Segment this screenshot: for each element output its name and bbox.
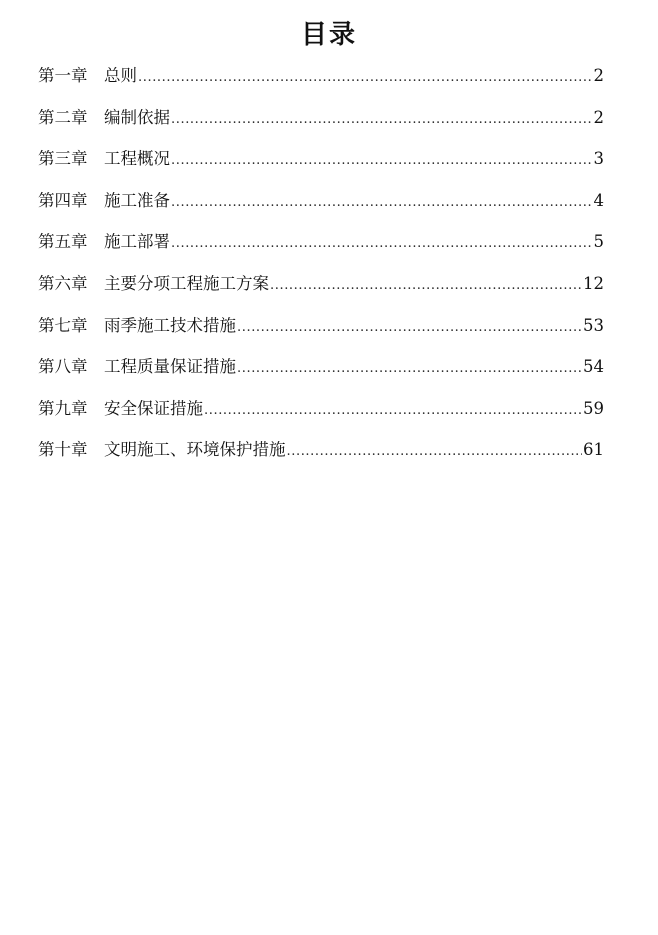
page-title: 目录 <box>300 20 357 50</box>
toc-entry[interactable] <box>38 102 604 144</box>
toc-chapter-title: 雨季施工技术措施 <box>104 315 236 335</box>
toc-dot-leader <box>204 395 582 427</box>
toc-chapter-number: 第六章 <box>38 273 88 293</box>
toc-chapter-title: 安全保证措施 <box>104 398 203 418</box>
toc-page-number: 12 <box>583 273 604 293</box>
toc-chapter-number: 第五章 <box>38 232 88 252</box>
toc-dot-leader <box>171 228 593 260</box>
toc-chapter-number: 第三章 <box>38 149 88 169</box>
toc-chapter-title: 总则 <box>104 66 137 85</box>
toc-dot-leader <box>270 270 582 302</box>
toc-page-number: 5 <box>593 232 604 252</box>
toc-entry[interactable] <box>38 310 604 352</box>
toc-entry[interactable] <box>38 434 604 476</box>
toc-entry[interactable] <box>38 60 604 102</box>
toc-chapter-title: 编制依据 <box>104 107 170 127</box>
toc-chapter-number: 第一章 <box>38 66 88 85</box>
toc-entry[interactable] <box>38 268 604 310</box>
toc-page-number: 61 <box>583 440 604 460</box>
table-of-contents <box>38 60 604 476</box>
toc-dot-leader <box>287 436 583 468</box>
toc-page-number: 4 <box>593 190 604 210</box>
toc-chapter-number: 第四章 <box>38 190 88 210</box>
toc-page-number: 53 <box>583 315 604 335</box>
toc-chapter-title: 施工部署 <box>104 232 170 252</box>
toc-dot-leader <box>237 353 582 385</box>
toc-chapter-number: 第七章 <box>38 315 88 335</box>
toc-chapter-title: 主要分项工程施工方案 <box>104 273 269 293</box>
toc-page-number: 2 <box>593 107 604 127</box>
toc-entry[interactable] <box>38 351 604 393</box>
toc-page-number: 54 <box>583 357 604 377</box>
toc-entry[interactable] <box>38 185 604 227</box>
toc-chapter-number: 第十章 <box>38 440 88 460</box>
toc-entry[interactable] <box>38 143 604 185</box>
toc-chapter-number: 第九章 <box>38 398 88 418</box>
toc-page-number: 3 <box>593 149 604 169</box>
toc-chapter-title: 工程质量保证措施 <box>104 357 236 377</box>
toc-dot-leader <box>138 62 593 94</box>
toc-chapter-title: 施工准备 <box>104 190 170 210</box>
toc-page-number: 2 <box>593 66 604 85</box>
toc-entry[interactable] <box>38 226 604 268</box>
toc-dot-leader <box>171 145 593 177</box>
toc-entry[interactable] <box>38 393 604 435</box>
toc-chapter-title: 工程概况 <box>104 149 170 169</box>
toc-page-number: 59 <box>583 398 604 418</box>
toc-dot-leader <box>237 312 582 344</box>
toc-chapter-number: 第八章 <box>38 357 88 377</box>
toc-dot-leader <box>171 187 593 219</box>
toc-chapter-number: 第二章 <box>38 107 88 127</box>
toc-dot-leader <box>171 104 593 136</box>
toc-chapter-title: 文明施工、环境保护措施 <box>104 440 286 460</box>
